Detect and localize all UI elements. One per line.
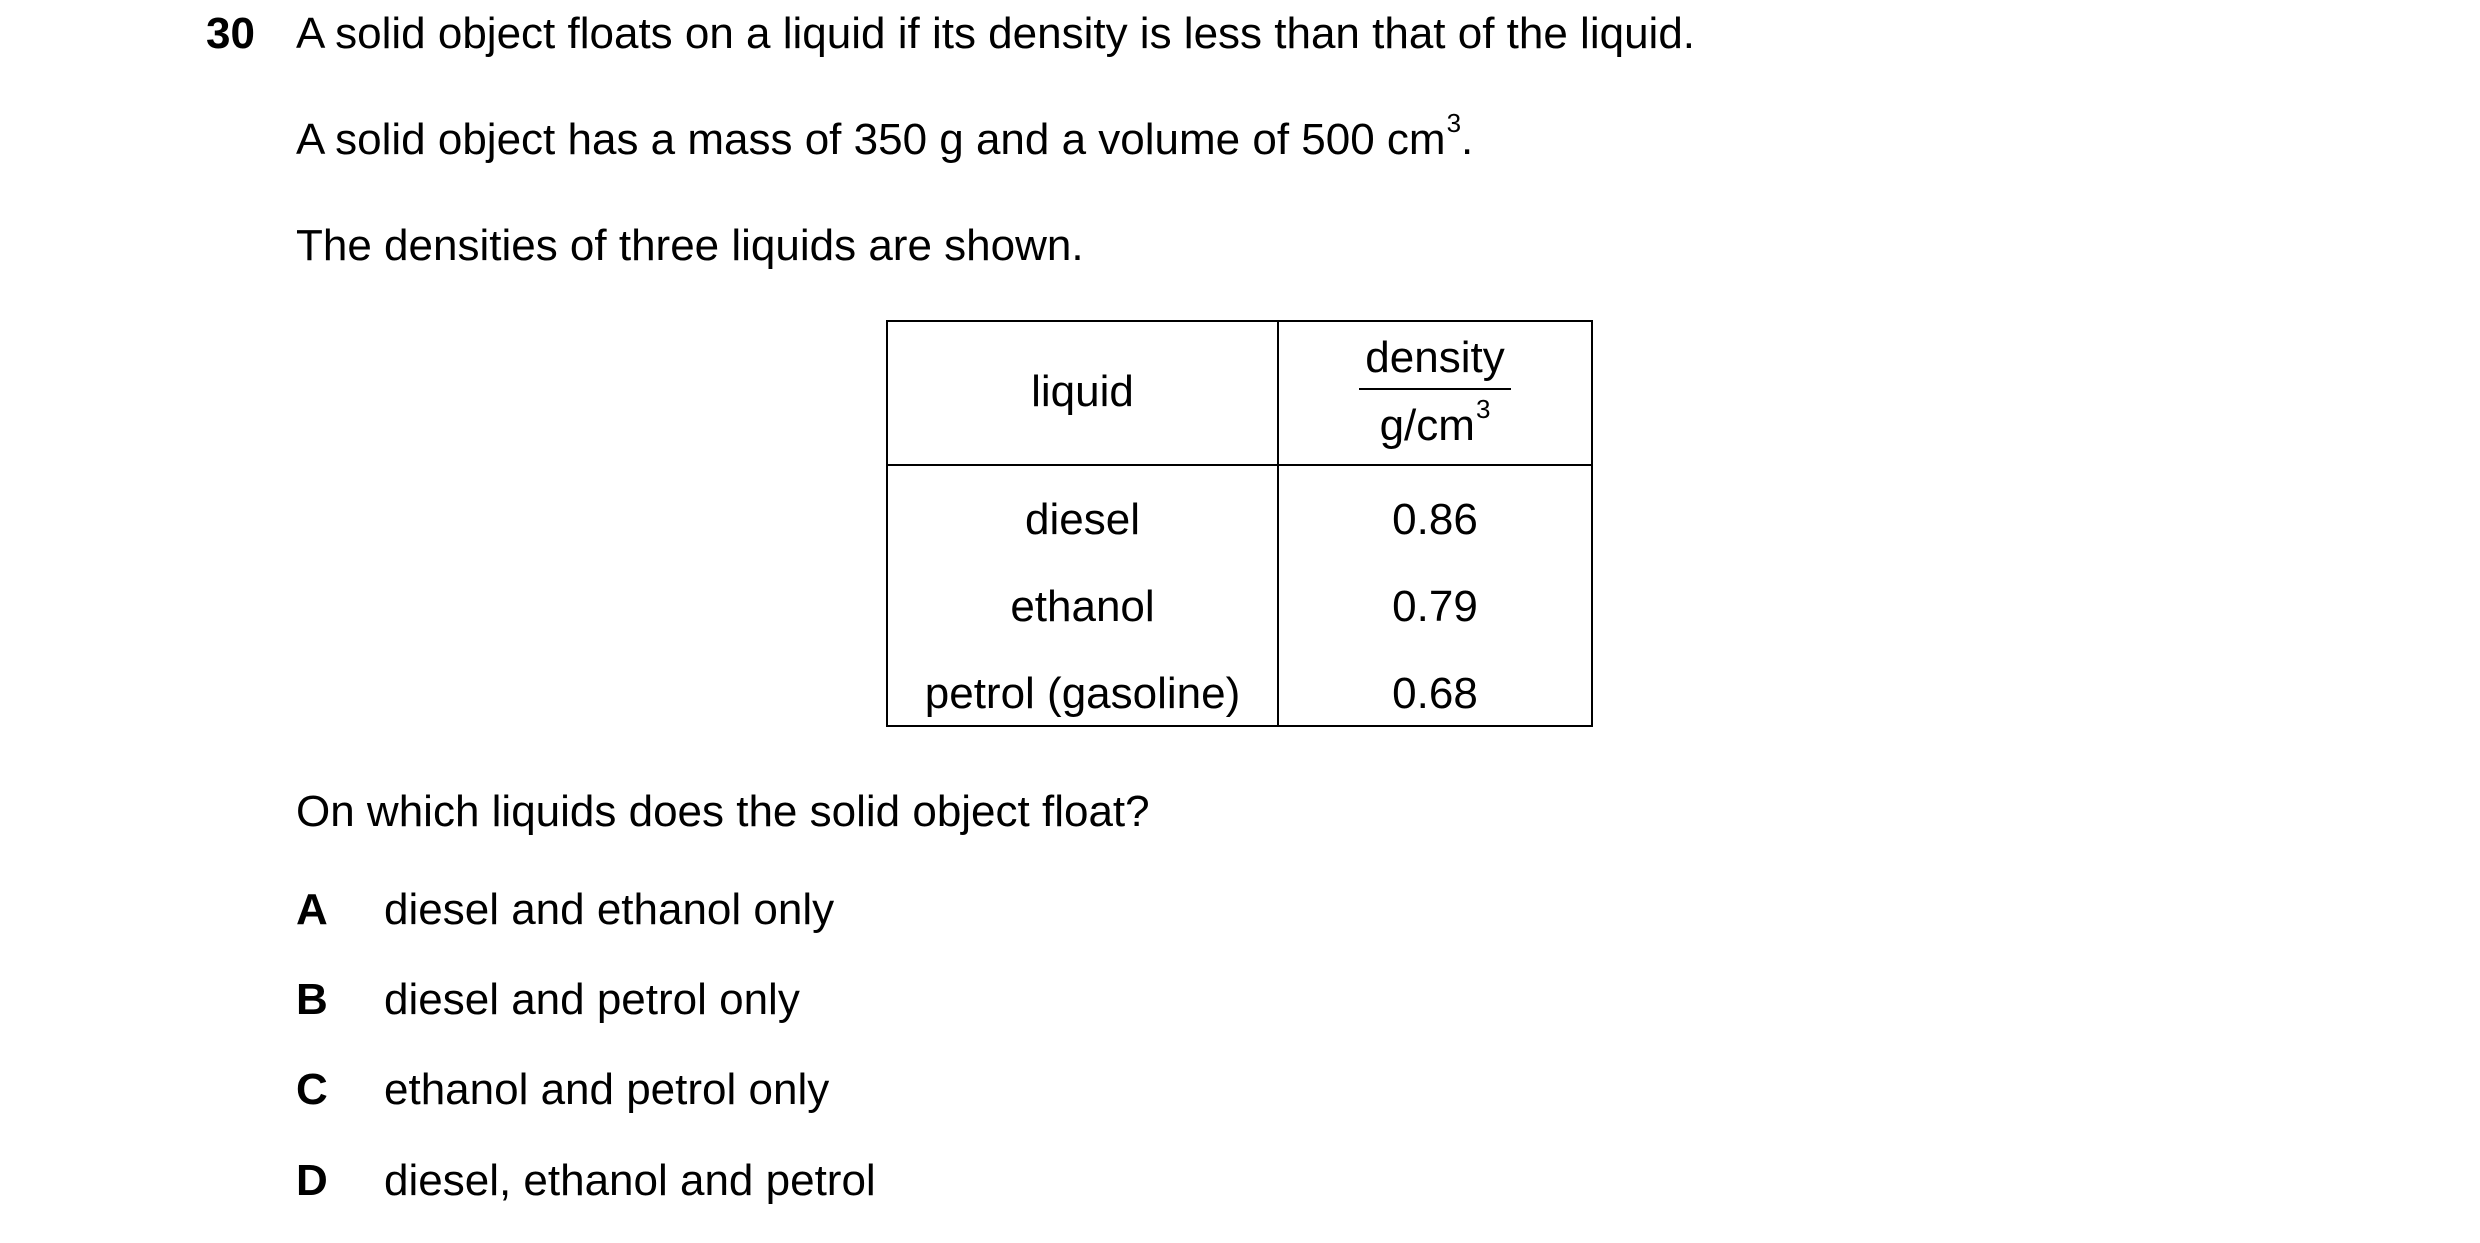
- option-a-text[interactable]: diesel and ethanol only: [384, 885, 835, 934]
- row-density-diesel: 0.86: [1392, 495, 1478, 544]
- question-number: 30: [206, 9, 255, 58]
- header-density: density: [1365, 333, 1505, 382]
- header-fraction-line: [1359, 388, 1511, 390]
- option-d-text[interactable]: diesel, ethanol and petrol: [384, 1156, 876, 1205]
- row-density-petrol: 0.68: [1392, 669, 1478, 718]
- row-liquid-ethanol: ethanol: [1010, 582, 1155, 631]
- table-header-divider: [888, 464, 1591, 466]
- row-density-ethanol: 0.79: [1392, 582, 1478, 631]
- option-b-letter: B: [296, 975, 328, 1024]
- question-intro: A solid object floats on a liquid if its density is less than that of the liquid.: [296, 9, 1696, 58]
- header-unit: [1279, 394, 1591, 450]
- given-values: [296, 108, 1474, 164]
- given-superscript: 3: [1446, 108, 1462, 138]
- option-c-text[interactable]: ethanol and petrol only: [384, 1065, 830, 1114]
- given-text: A solid object has a mass of 350 g and a volume of 500 cm: [296, 115, 1446, 164]
- header-unit-text: g/cm: [1379, 401, 1475, 450]
- header-unit-superscript: 3: [1475, 394, 1491, 424]
- given-end: .: [1461, 115, 1474, 164]
- header-liquid: liquid: [1031, 367, 1134, 416]
- density-table: [886, 320, 1593, 727]
- option-c-letter: C: [296, 1065, 328, 1114]
- question-prompt: On which liquids does the solid object float?: [296, 787, 1150, 836]
- row-liquid-petrol: petrol (gasoline): [924, 669, 1241, 718]
- option-a-letter: A: [296, 885, 328, 934]
- option-b-text[interactable]: diesel and petrol only: [384, 975, 800, 1024]
- row-liquid-diesel: diesel: [1025, 495, 1140, 544]
- table-intro: The densities of three liquids are shown.: [296, 221, 1084, 270]
- option-d-letter: D: [296, 1156, 328, 1205]
